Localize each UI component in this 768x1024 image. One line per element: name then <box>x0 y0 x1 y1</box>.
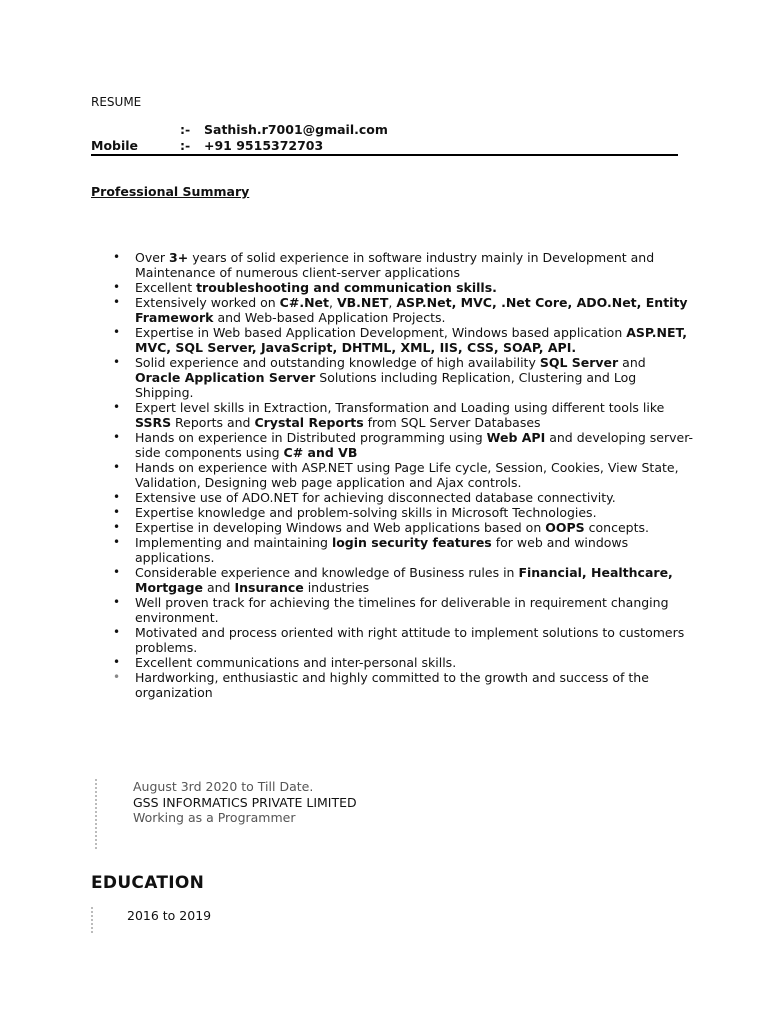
professional-summary-heading: Professional Summary <box>91 184 250 199</box>
education-divider <box>91 907 93 933</box>
education-years: 2016 to 2019 <box>127 908 212 923</box>
mobile-label: Mobile <box>91 138 139 153</box>
resume-title: RESUME <box>91 95 142 109</box>
summary-item: • Hands on experience in Distributed programming using Web API and developing server-side components using C# and VB <box>135 430 695 460</box>
summary-item: • Hands on experience with ASP.NET using Page Life cycle, Session, Cookies, View State, Validation, Designing web page application and Ajax controls. <box>135 460 695 490</box>
summary-item: • Considerable experience and knowledge of Business rules in Financial, Healthcare, Mortgage and Insurance industries <box>135 565 695 595</box>
experience-block <box>133 779 357 826</box>
email-separator: :- <box>180 122 191 137</box>
mobile-row <box>91 138 323 153</box>
summary-item: • Excellent troubleshooting and communication skills. <box>135 280 695 295</box>
experience-divider <box>95 779 97 849</box>
summary-item: • Extensively worked on C#.Net, VB.NET, ASP.Net, MVC, .Net Core, ADO.Net, Entity Framework and Web-based Application Projects. <box>135 295 695 325</box>
experience-role: Working as a Programmer <box>133 810 296 825</box>
summary-item: • Solid experience and outstanding knowledge of high availability SQL Server and Oracle Application Server Solutions including Replication, Clustering and Log Shipping. <box>135 355 695 400</box>
summary-item: • Expertise in developing Windows and Web applications based on OOPS concepts. <box>135 520 695 535</box>
summary-item: • Implementing and maintaining login security features for web and windows applications. <box>135 535 695 565</box>
summary-list <box>135 250 695 700</box>
summary-item: • Excellent communications and inter-personal skills. <box>135 655 695 670</box>
education-heading: EDUCATION <box>91 873 205 893</box>
summary-item: • Expertise knowledge and problem-solving skills in Microsoft Technologies. <box>135 505 695 520</box>
summary-item: • Hardworking, enthusiastic and highly committed to the growth and success of the organization <box>135 670 695 700</box>
experience-dates: August 3rd 2020 to Till Date. <box>133 779 314 794</box>
experience-company: GSS INFORMATICS PRIVATE LIMITED <box>133 794 357 810</box>
email-value[interactable]: Sathish.r7001@gmail.com <box>204 122 388 137</box>
summary-item: • Expert level skills in Extraction, Transformation and Loading using different tools like SSRS Reports and Crystal Reports from SQL Server Databases <box>135 400 695 430</box>
summary-item: • Expertise in Web based Application Development, Windows based application ASP.NET, MVC, SQL Server, JavaScript, DHTML, XML, IIS, CSS, SOAP, API. <box>135 325 695 355</box>
mobile-value: +91 9515372703 <box>204 138 324 153</box>
email-row <box>91 122 388 137</box>
summary-item: • Extensive use of ADO.NET for achieving disconnected database connectivity. <box>135 490 695 505</box>
summary-item: • Motivated and process oriented with right attitude to implement solutions to customers problems. <box>135 625 695 655</box>
header-divider <box>91 154 678 156</box>
mobile-separator: :- <box>180 138 191 153</box>
summary-item: • Over 3+ years of solid experience in software industry mainly in Development and Maintenance of numerous client-server applications <box>135 250 695 280</box>
summary-item: • Well proven track for achieving the timelines for deliverable in requirement changing environment. <box>135 595 695 625</box>
